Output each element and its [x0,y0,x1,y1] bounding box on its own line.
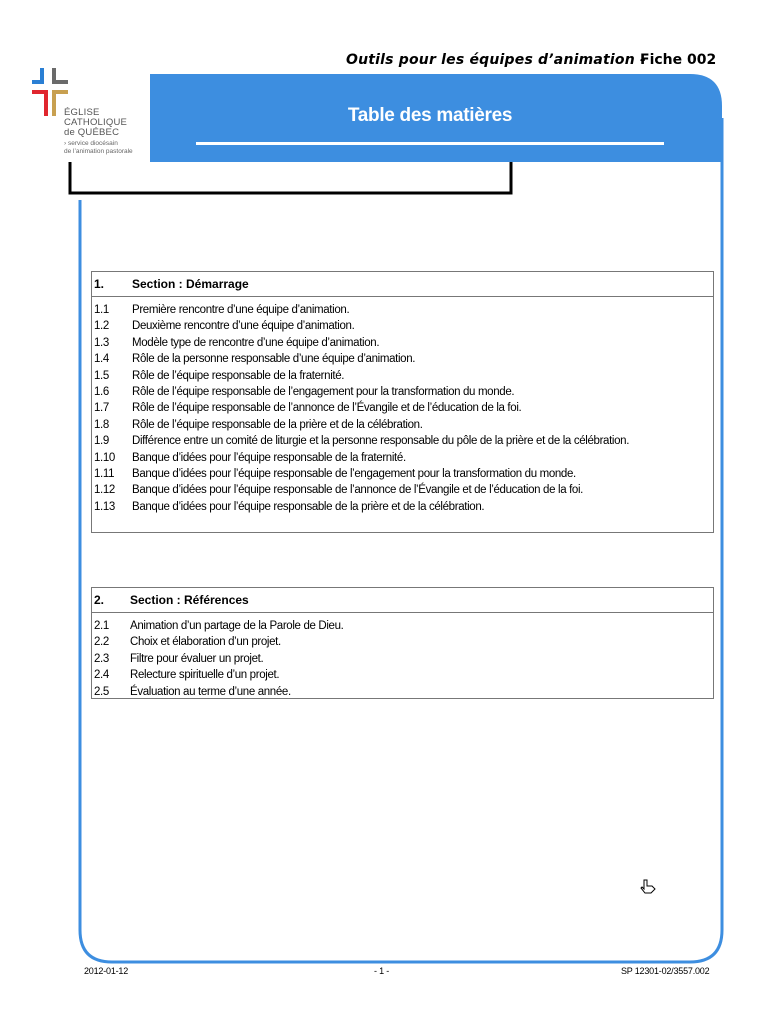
logo-sub-line-1: › service diocésain [64,140,118,147]
footer-date: 2012-01-12 [84,966,129,976]
toc-entry [92,651,713,667]
toc-entry [92,466,713,482]
toc-entry-number: 2.4 [94,669,109,682]
footer-page-number: - 1 - [374,966,390,976]
section-number: 1. [94,277,105,291]
toc-title-underline [196,142,664,145]
toc-entry-number: 1.9 [94,435,109,448]
logo-line-1: ÉGLISE [64,107,100,118]
toc-entry-number: 1.8 [94,418,109,431]
toc-entry-text: Filtre pour évaluer un projet. [130,652,264,665]
toc-entry-text: Banque d’idées pour l’équipe responsable de l’annonce de l’Évangile et de l’éducation de la foi. [132,484,584,497]
toc-entry-text: Animation d’un partage de la Parole de Dieu. [130,620,344,632]
logo-subtitle [64,140,133,155]
toc-entry-text: Rôle de l’équipe responsable de l’annonce de l’Évangile et de l’éducation de la foi. [132,402,522,415]
logo-wordmark [64,108,127,138]
toc-entry-number: 2.3 [94,652,109,665]
toc-entry [92,482,713,498]
toc-entry-text: Banque d’idées pour l’équipe responsable de la fraternité. [132,451,406,464]
toc-entry-text: Banque d’idées pour l’équipe responsable de la prière et de la célébration. [132,500,485,513]
toc-entry-number: 2.2 [94,636,109,649]
logo-line-3: de QUÉBEC [64,127,120,138]
toc-entry-number: 1.12 [94,484,115,497]
toc-entry [92,302,713,318]
section-number: 2. [94,593,105,607]
toc-entry [92,450,713,466]
toc-title: Table des matières [347,105,513,126]
toc-entry-number: 1.5 [94,369,109,382]
fiche-number: Fiche 002 [640,52,717,68]
toc-entry [92,433,713,449]
toc-entry-number: 1.1 [94,304,109,316]
section-items [92,297,713,515]
toc-entry-number: 1.6 [94,386,109,399]
toc-entry-number: 1.7 [94,402,109,415]
toc-entry-text: Modèle type de rencontre d’une équipe d’animation. [132,336,380,349]
toc-entry-number: 1.10 [94,451,115,464]
toc-entry [92,384,713,400]
toc-entry-text: Rôle de l’équipe responsable de la prière et de la célébration. [132,418,423,431]
section-title: Section : Démarrage [132,277,249,291]
section-title: Section : Références [130,593,249,607]
toc-entry-text: Rôle de l’équipe responsable de la fraternité. [132,369,345,382]
toc-entry-text: Relecture spirituelle d’un projet. [130,669,280,682]
toc-entry-number: 1.3 [94,336,109,349]
toc-entry [92,351,713,367]
toc-entry [92,318,713,334]
toc-entry [92,667,713,683]
section-header [92,588,713,613]
toc-entry-number: 1.13 [94,500,115,513]
toc-entry-text: Banque d’idées pour l’équipe responsable de l’engagement pour la transformation du monde. [132,468,576,481]
toc-entry [92,499,713,515]
toc-entry-number: 1.11 [94,468,115,481]
toc-entry-number: 2.1 [94,620,109,632]
footer-reference: SP 12301-02/3557.002 [621,966,710,976]
toc-entry-number: 1.2 [94,320,109,333]
toc-entry-number: 1.4 [94,353,109,366]
toc-entry [92,400,713,416]
toc-entry [92,684,713,700]
toc-entry [92,417,713,433]
logo-line-2: CATHOLIQUE [64,117,128,128]
toc-entry [92,634,713,650]
logo-sub-line-2: de l’animation pastorale [64,147,133,155]
toc-entry-text: Deuxième rencontre d’une équipe d’animation. [132,320,355,333]
document-series-title: Outils pour les équipes d’animation - [346,52,647,68]
section-references [91,587,714,699]
section-header [92,272,713,297]
toc-entry-text: Évaluation au terme d’une année. [130,685,291,698]
toc-entry [92,618,713,634]
toc-entry-text: Choix et élaboration d’un projet. [130,636,281,649]
toc-entry-text: Rôle de la personne responsable d’une équipe d’animation. [132,353,416,366]
toc-entry [92,335,713,351]
section-items [92,613,713,700]
toc-entry-text: Différence entre un comité de liturgie et la personne responsable du pôle de la prière et de la célébration. [132,435,630,448]
toc-entry-number: 2.5 [94,685,109,698]
toc-entry-text: Première rencontre d’une équipe d’animation. [132,304,350,316]
toc-entry-text: Rôle de l’équipe responsable de l’engagement pour la transformation du monde. [132,386,515,399]
pointer-hand-icon [640,878,658,898]
section-demarrage [91,271,714,533]
toc-entry [92,368,713,384]
